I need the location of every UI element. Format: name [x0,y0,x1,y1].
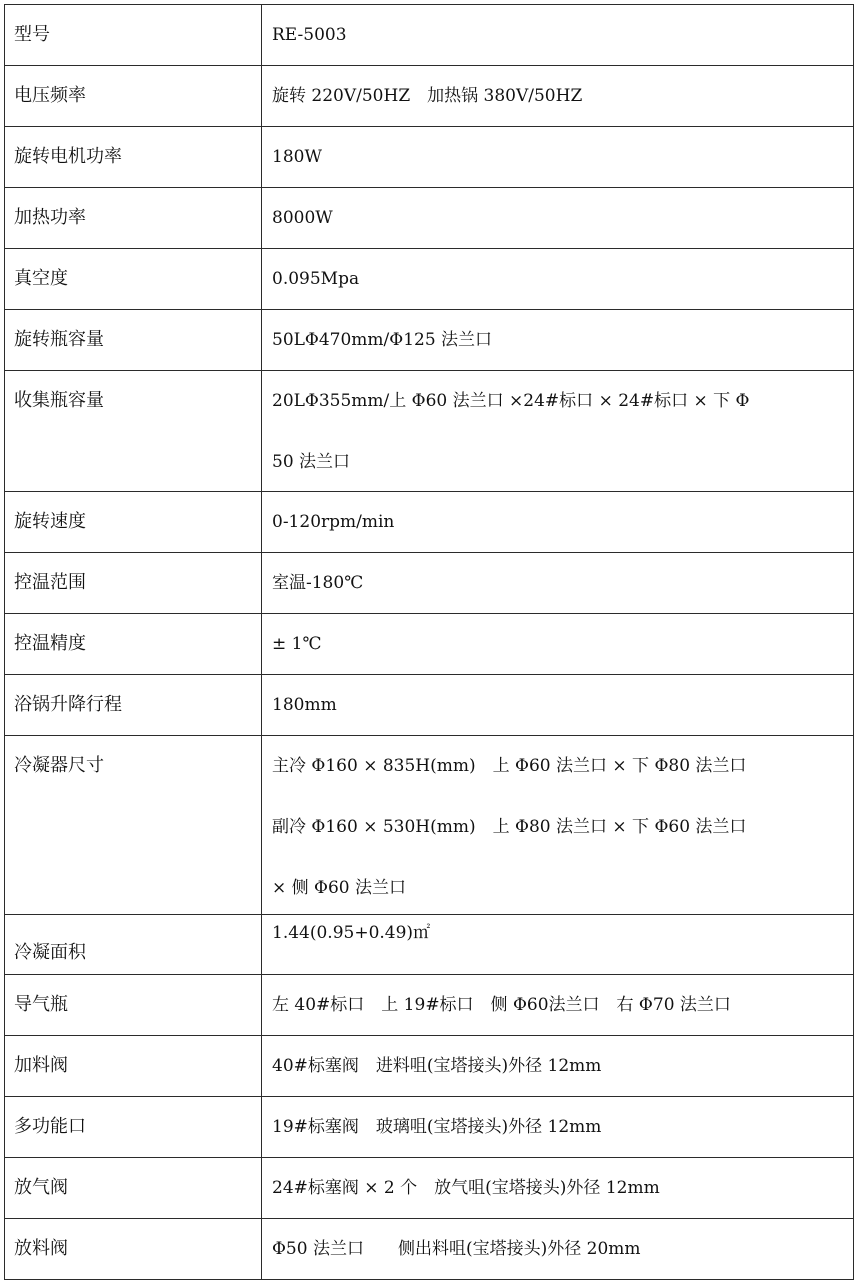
table-row [5,553,854,614]
table-row [5,1219,854,1280]
value-line: 0-120rpm/min [272,512,395,532]
value-line: 8000W [272,208,333,228]
row-label: 收集瓶容量 [5,371,262,492]
table-row [5,1158,854,1219]
row-value [262,371,854,492]
row-label: 冷凝面积 [5,915,262,975]
row-value [262,310,854,371]
row-value [262,249,854,310]
row-value [262,1036,854,1097]
table-row [5,310,854,371]
row-value [262,66,854,127]
row-label: 放料阀 [5,1219,262,1280]
row-value [262,736,854,915]
value-line: 180W [272,147,322,167]
row-label: 型号 [5,5,262,66]
value-line: 左 40#标口 上 19#标口 侧 Φ60法兰口 右 Φ70 法兰口 [272,995,731,1015]
value-line: 旋转 220V/50HZ 加热锅 380V/50HZ [272,86,583,106]
value-line: ± 1℃ [272,634,322,654]
value-line: 50LΦ470mm/Φ125 法兰口 [272,330,493,350]
row-label: 放气阀 [5,1158,262,1219]
row-value [262,127,854,188]
value-line: 室温-180℃ [272,573,364,593]
row-label: 旋转电机功率 [5,127,262,188]
row-value [262,614,854,675]
table-row [5,675,854,736]
table-row [5,614,854,675]
value-line: 20LΦ355mm/上 Φ60 法兰口 ×24#标口 × 24#标口 × 下 Φ [272,391,750,411]
row-value [262,188,854,249]
value-line: 50 法兰口 [272,452,351,472]
value-line: 副冷 Φ160 × 530H(mm) 上 Φ80 法兰口 × 下 Φ60 法兰口 [272,817,747,837]
table-row [5,127,854,188]
row-value [262,1219,854,1280]
row-value [262,1097,854,1158]
value-line: 0.095Mpa [272,269,360,289]
row-label: 浴锅升降行程 [5,675,262,736]
value-line: 180mm [272,695,337,715]
row-value [262,915,854,975]
value-line: Φ50 法兰口 侧出料咀(宝塔接头)外径 20mm [272,1239,641,1259]
table-row [5,188,854,249]
row-value [262,675,854,736]
table-row [5,915,854,975]
value-line: 40#标塞阀 进料咀(宝塔接头)外径 12mm [272,1056,602,1076]
table-row [5,492,854,553]
table-row [5,1097,854,1158]
value-line: 24#标塞阀 × 2 个 放气咀(宝塔接头)外径 12mm [272,1178,660,1198]
value-line: RE-5003 [272,25,347,45]
row-label: 旋转瓶容量 [5,310,262,371]
row-label: 真空度 [5,249,262,310]
row-value [262,492,854,553]
row-value [262,1158,854,1219]
row-label: 加料阀 [5,1036,262,1097]
row-label: 冷凝器尺寸 [5,736,262,915]
row-label: 控温精度 [5,614,262,675]
row-label: 多功能口 [5,1097,262,1158]
table-row [5,371,854,492]
table-row [5,5,854,66]
value-line: × 侧 Φ60 法兰口 [272,878,407,898]
table-row [5,249,854,310]
row-label: 控温范围 [5,553,262,614]
row-label: 旋转速度 [5,492,262,553]
table-row [5,975,854,1036]
row-label: 电压频率 [5,66,262,127]
spec-table [4,4,854,1280]
row-label: 导气瓶 [5,975,262,1036]
value-line: 19#标塞阀 玻璃咀(宝塔接头)外径 12mm [272,1117,602,1137]
table-row [5,66,854,127]
row-value [262,5,854,66]
row-label: 加热功率 [5,188,262,249]
value-line: 1.44(0.95+0.49)㎡ [272,923,431,943]
table-row [5,1036,854,1097]
row-value [262,975,854,1036]
value-line: 主冷 Φ160 × 835H(mm) 上 Φ60 法兰口 × 下 Φ80 法兰口 [272,756,747,776]
table-row [5,736,854,915]
row-value [262,553,854,614]
